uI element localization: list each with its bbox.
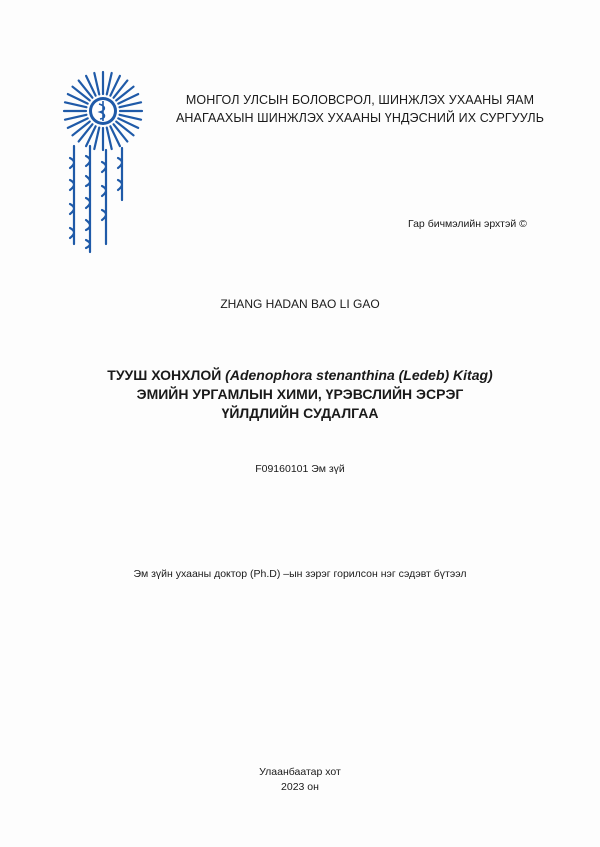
title-part-1: ТУУШ ХОНХЛОЙ	[107, 367, 226, 383]
year: 2023 он	[281, 781, 319, 793]
title-line-2: ЭМИЙН УРГАМЛЫН ХИМИ, ҮРЭВСЛИЙН ЭСРЭГ	[136, 386, 464, 402]
city: Улаанбаатар хот	[259, 766, 341, 778]
mongolian-script-icon	[62, 140, 142, 260]
place-and-year	[0, 765, 600, 795]
ministry-name: МОНГОЛ УЛСЫН БОЛОВСРОЛ, ШИНЖЛЭХ УХААНЫ ЯАМ	[185, 93, 535, 107]
specialty-code: F09160101 Эм зүй	[255, 463, 345, 475]
thesis-title	[80, 366, 520, 423]
degree-statement: Эм зүйн ухааны доктор (Ph.D) –ын зэрэг горилсон нэг сэдэвт бүтээл	[133, 568, 467, 580]
institution-header	[150, 91, 570, 127]
author-name: ZHANG HADAN BAO LI GAO	[220, 297, 380, 311]
title-line-1	[80, 366, 520, 385]
title-line-3: ҮЙЛДЛИЙН СУДАЛГАА	[221, 405, 379, 421]
copyright-notice: Гар бичмэлийн эрхтэй ©	[408, 218, 527, 230]
title-latin-name: (Adenophora stenanthina (Ledeb) Kitag)	[225, 367, 493, 383]
university-name: АНАГААХЫН ШИНЖЛЭХ УХААНЫ ҮНДЭСНИЙ ИХ СУРГУУЛЬ	[175, 111, 545, 125]
